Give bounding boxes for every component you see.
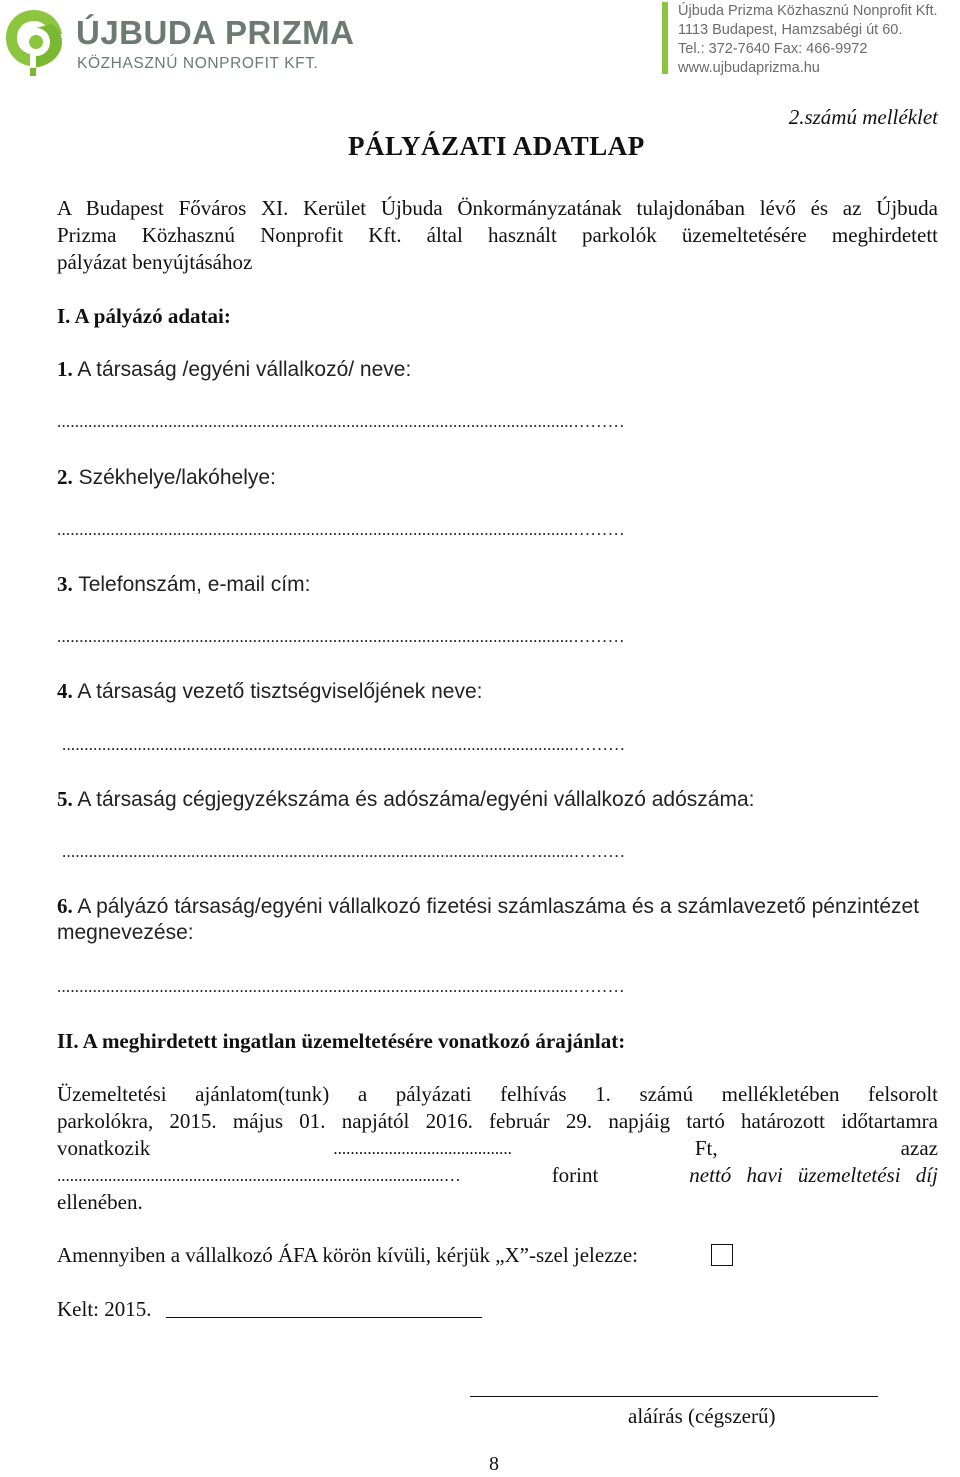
- field-1-label: 1. A társaság /egyéni vállalkozó/ neve:: [57, 357, 412, 381]
- vat-exempt-checkbox[interactable]: [711, 1244, 733, 1266]
- signature-label: aláírás (cégszerű): [628, 1404, 776, 1428]
- section-2-heading: II. A meghirdetett ingatlan üzemeltetésére vonatkozó árajánlat:: [57, 1029, 626, 1053]
- offer-azaz: azaz: [900, 1136, 938, 1160]
- contact-phone: Tel.: 372-7640 Fax: 466-9972: [678, 41, 868, 57]
- contact-address: 1113 Budapest, Hamzsabégi út 60.: [678, 22, 903, 38]
- intro-line-3: pályázat benyújtásához: [57, 250, 253, 274]
- signature-line[interactable]: [470, 1396, 878, 1397]
- intro-line-2: Prizma Közhasznú Nonprofit Kft. által használt parkolók üzemeltetésére meghirdetett: [57, 223, 938, 247]
- intro-line-1: A Budapest Főváros XI. Kerület Újbuda Önkormányzatának tulajdonában lévő és az Újbuda: [57, 196, 938, 220]
- contact-company: Újbuda Prizma Közhasznú Nonprofit Kft.: [678, 3, 938, 19]
- offer-words-field[interactable]: ...........................................................................................…: [57, 1166, 461, 1185]
- field-6-label-cont: megnevezése:: [57, 921, 194, 944]
- offer-line-5: ellenében.: [57, 1190, 143, 1214]
- page-title: PÁLYÁZATI ADATLAP: [348, 131, 645, 161]
- field-2-input[interactable]: ....................................................................................................................………: [57, 520, 625, 539]
- field-5-input[interactable]: ...................................................................................................................………: [62, 842, 626, 861]
- page-number: 8: [489, 1453, 499, 1475]
- prizma-logo-icon: [0, 4, 68, 78]
- field-3-label: 3. Telefonszám, e-mail cím:: [57, 572, 311, 596]
- field-6-input[interactable]: ....................................................................................................................………: [57, 977, 625, 996]
- section-1-heading: I. A pályázó adatai:: [57, 304, 231, 328]
- offer-forint: forint: [551, 1163, 599, 1187]
- field-2-label: 2. Székhelye/lakóhelye:: [57, 465, 276, 489]
- logo-subtitle: KÖZHASZNÚ NONPROFIT KFT.: [77, 55, 319, 72]
- contact-divider: [662, 2, 668, 74]
- contact-website: www.ujbudaprizma.hu: [678, 60, 820, 76]
- field-1-input[interactable]: ....................................................................................................................………: [57, 412, 625, 431]
- logo-name: ÚJBUDA PRIZMA: [76, 14, 355, 51]
- offer-line-4: [57, 1162, 938, 1189]
- field-3-input[interactable]: ....................................................................................................................………: [57, 627, 625, 646]
- offer-line-3: [57, 1135, 938, 1162]
- kelt-label: Kelt: 2015.: [57, 1297, 152, 1321]
- offer-vonatkozik: vonatkozik: [57, 1136, 151, 1160]
- offer-line-1: Üzemeltetési ajánlatom(tunk) a pályázati felhívás 1. számú mellékletében felsorolt: [57, 1082, 938, 1106]
- date-line[interactable]: [166, 1317, 482, 1318]
- field-6-label: 6. A pályázó társaság/egyéni vállalkozó fizetési számlaszáma és a számlavezető pénzintézet: [57, 894, 920, 918]
- offer-amount-field[interactable]: ..........................................: [333, 1139, 512, 1158]
- vat-question: Amennyiben a vállalkozó ÁFA körön kívüli, kérjük „X”-szel jelezze:: [57, 1243, 639, 1267]
- field-4-input[interactable]: ...................................................................................................................………: [62, 735, 626, 754]
- field-5-label: 5. A társaság cégjegyzékszáma és adószáma/egyéni vállalkozó adószáma:: [57, 787, 755, 811]
- annex-label: 2.számú melléklet: [788, 105, 938, 129]
- offer-fee-label: nettó havi üzemeltetési díj: [689, 1163, 938, 1187]
- field-4-label: 4. A társaság vezető tisztségviselőjének neve:: [57, 679, 483, 703]
- offer-ft: Ft,: [694, 1136, 718, 1160]
- offer-line-2: parkolókra, 2015. május 01. napjától 2016. február 29. napjáig tartó határozott időtartamra: [57, 1109, 938, 1133]
